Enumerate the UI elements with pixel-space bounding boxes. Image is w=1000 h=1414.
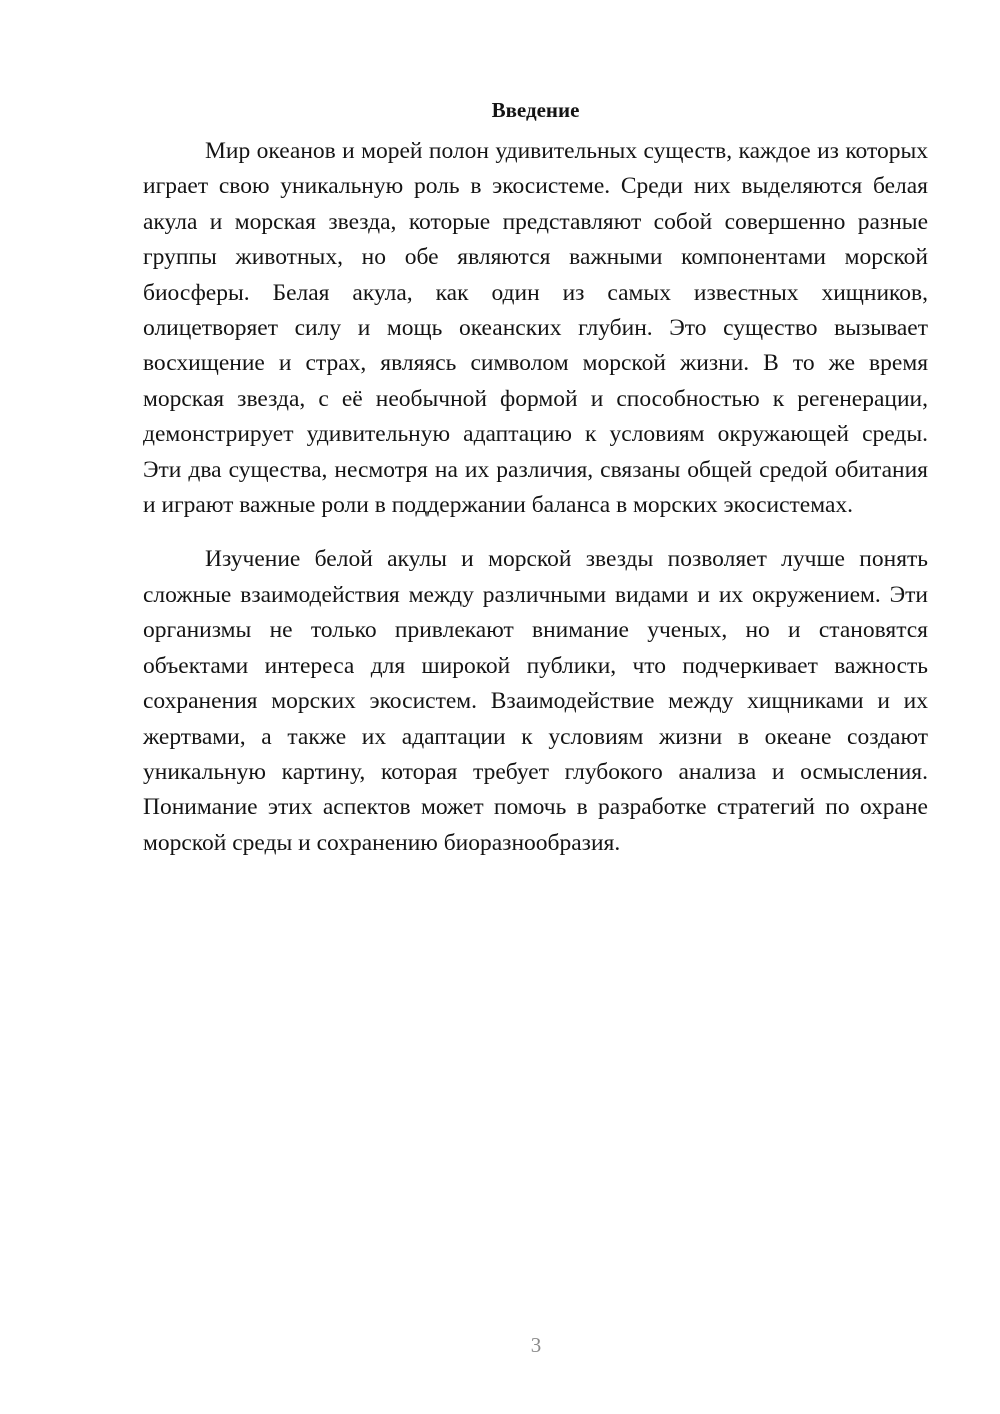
- page-content: [143, 92, 928, 861]
- section-heading: Введение: [491, 98, 580, 122]
- page-number: 3: [530, 1333, 542, 1357]
- paragraph-1: Мир океанов и морей полон удивительных существ, каждое из которых играет свою уникальную роль в экосистеме. Среди них выделяются белая акула и морская звезда, которые представляют собой совершенно разные группы животных, но обе являются важными компонентами морской биосферы. Белая акула, как один из самых известных хищников, олицетворяет силу и мощь океанских глубин. Это существо вызывает восхищение и страх, являясь символом морской жизни. В то же время морская звезда, с её необычной формой и способностью к регенерации, демонстрирует удивительную адаптацию к условиям окружающей среды. Эти два существа, несмотря на их различия, связаны общей средой обитания и играют важные роли в поддержании баланса в морских экосистемах.: [143, 138, 928, 519]
- paragraph-2: Изучение белой акулы и морской звезды позволяет лучше понять сложные взаимодействия между различными видами и их окружением. Эти организмы не только привлекают внимание ученых, но и становятся объектами интереса для широкой публики, что подчеркивает важность сохранения морских экосистем. Взаимодействие между хищниками и их жертвами, а также их адаптации к условиям жизни в океане создают уникальную картину, которая требует глубокого анализа и осмысления. Понимание этих аспектов может помочь в разработке стратегий по охране морской среды и сохранению биоразнообразия.: [143, 546, 928, 856]
